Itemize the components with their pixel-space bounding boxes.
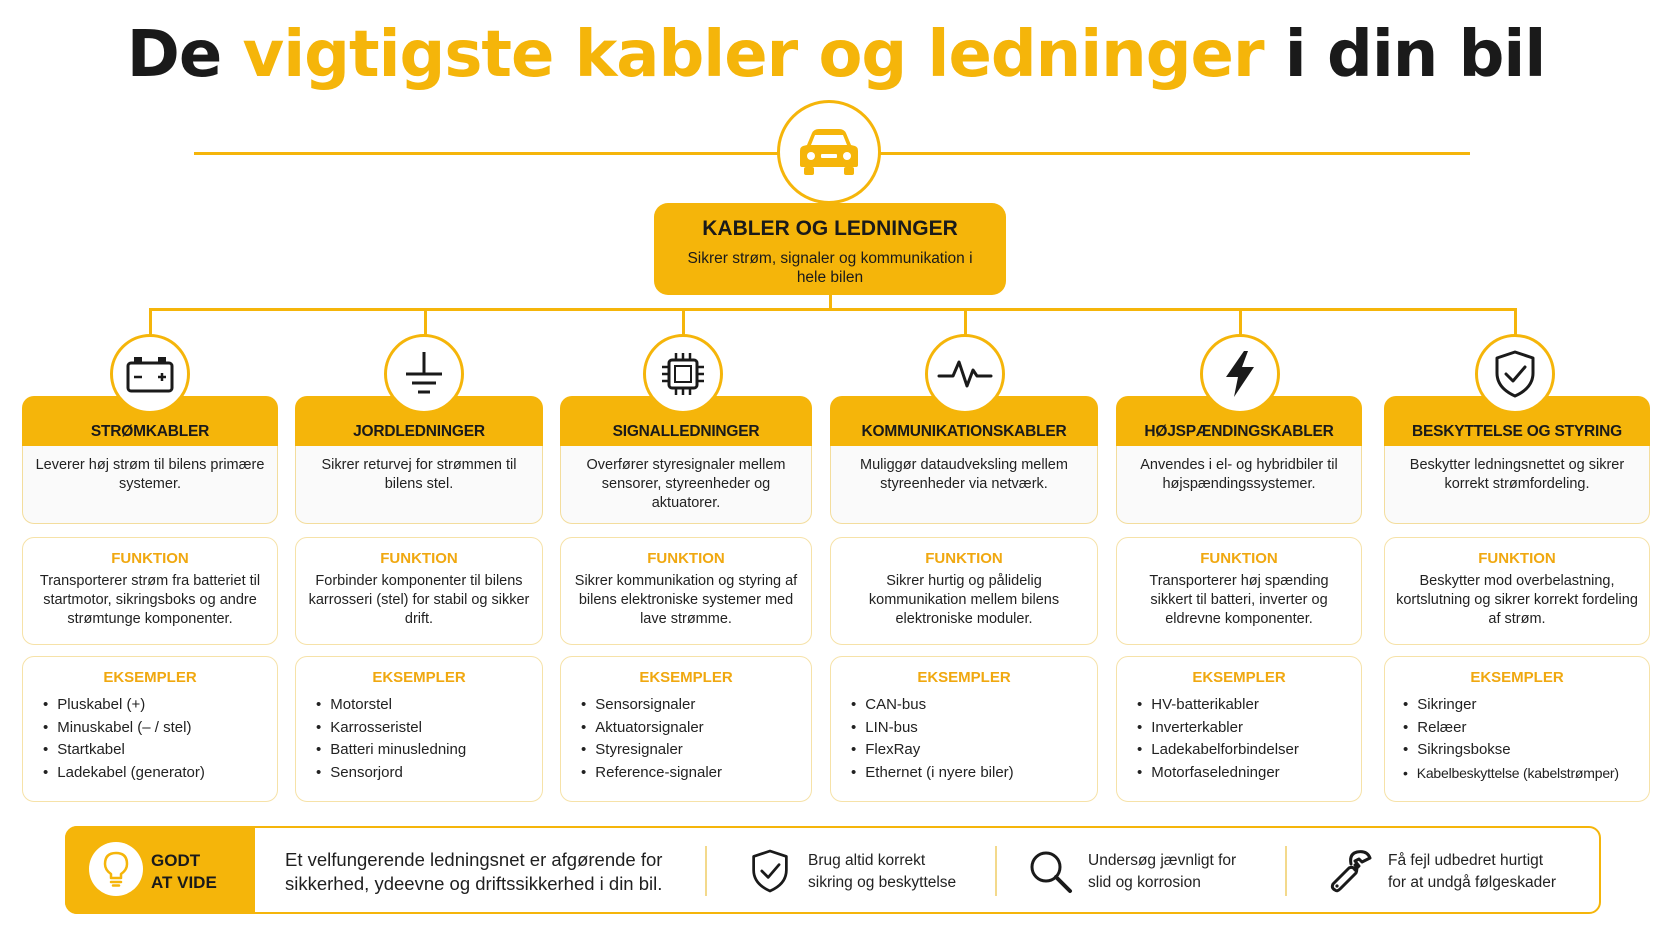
examples-label: EKSEMPLER [639,669,733,686]
category-title: HØJSPÆNDINGSKABLER [1116,396,1362,446]
category-title: KOMMUNIKATIONSKABLER [830,396,1098,446]
category-description: Muliggør dataudveksling mellem styreenheder via netværk. [830,446,1098,524]
list-item: • FlexRay [851,739,1097,762]
list-item: • Motorstel [316,694,542,717]
function-text: Sikrer kommunikation og styring af bilens elektroniske systemer med lave strømme. [574,573,798,627]
list-item: • Pluskabel (+) [43,694,277,717]
list-item: • Startkabel [43,739,277,762]
examples-list [23,686,277,784]
function-label: FUNKTION [1200,550,1278,567]
title-accent: vigtigste kabler og ledninger [242,18,1264,92]
connector-col-6 [1514,308,1517,336]
tip-line-1: Få fejl udbedret hurtigt [1388,852,1544,869]
list-item: • Sensorjord [316,762,542,785]
connector-col-4 [964,308,967,336]
title-divider-left [194,152,779,155]
list-item: • Sensorsignaler [581,694,811,717]
examples-card [1384,656,1650,802]
tip-line-2: for at undgå følgeskader [1388,874,1557,891]
list-item: • Motorfaseledninger [1137,762,1361,785]
divider [1285,846,1287,896]
connector-col-3 [682,308,685,336]
lightning-icon-circle [1200,334,1280,414]
examples-list [1117,686,1361,784]
connector-col-2 [424,308,427,336]
examples-list [1385,686,1649,784]
signal-wave-icon [937,356,993,392]
shield-check-icon [750,848,790,894]
list-item: • Relæer [1403,717,1649,740]
function-card [830,537,1098,645]
good-to-know-line-1: GODT [151,851,201,870]
connector-horizontal [149,308,1517,311]
root-title: KABLER OG LEDNINGER [702,217,958,240]
function-card [1116,537,1362,645]
category-description: Beskytter ledningsnettet og sikrer korrekt strømfordeling. [1384,446,1650,524]
function-card [295,537,543,645]
category-title: STRØMKABLER [22,396,278,446]
function-text: Transporterer strøm fra batteriet til startmotor, sikringsboks og andre strømtunge komponenter. [39,573,261,627]
title-part-2: i din bil [1263,18,1546,92]
divider [995,846,997,896]
list-item: • Sikringer [1403,694,1649,717]
examples-label: EKSEMPLER [1192,669,1286,686]
connector-col-5 [1239,308,1242,336]
function-label: FUNKTION [925,550,1003,567]
list-item: • Ladekabel (generator) [43,762,277,785]
function-card [1384,537,1650,645]
function-text: Forbinder komponenter til bilens karrosseri (stel) for stabil og sikker drift. [308,573,530,627]
category-title: BESKYTTELSE OG STYRING [1384,396,1650,446]
category-description: Sikrer returvej for strømmen til bilens stel. [295,446,543,524]
root-node [654,203,1006,295]
examples-card [1116,656,1362,802]
car-icon-circle [777,100,881,204]
good-to-know-badge [65,826,255,914]
magnifier-icon [1027,848,1073,894]
good-to-know-text-line-2: sikkerhed, ydeevne og driftssikkerhed i din bil. [285,873,663,894]
chip-icon [659,350,707,398]
list-item: • Sikringsbokse [1403,739,1649,762]
function-text: Beskytter mod overbelastning, kortslutning og sikrer korrekt fordeling af strøm. [1396,573,1638,627]
title-divider-right [879,152,1470,155]
tip-shield-icon-wrap [745,846,795,896]
tip-inspection [1088,850,1236,894]
function-card [22,537,278,645]
category-title: SIGNALLEDNINGER [560,396,812,446]
shield-check-icon-circle [1475,334,1555,414]
function-label: FUNKTION [647,550,725,567]
good-to-know-line-2: AT VIDE [151,873,217,892]
good-to-know-text [285,848,662,896]
list-item: • Kabelbeskyttelse (kabelstrømper) [1403,762,1649,785]
examples-label: EKSEMPLER [917,669,1011,686]
list-item: • Ethernet (i nyere biler) [851,762,1097,785]
tip-protection [808,850,956,894]
function-text: Sikrer hurtig og pålidelig kommunikation mellem bilens elektroniske moduler. [868,573,1060,627]
battery-icon [125,354,175,394]
chip-icon-circle [643,334,723,414]
signal-wave-icon-circle [925,334,1005,414]
list-item: • Karrosseristel [316,717,542,740]
tip-line-1: Undersøg jævnligt for [1088,852,1237,869]
list-item: • Aktuatorsignaler [581,717,811,740]
list-item: • CAN-bus [851,694,1097,717]
function-card [560,537,812,645]
list-item: • LIN-bus [851,717,1097,740]
tip-magnifier-icon-wrap [1025,846,1075,896]
ground-icon [402,350,446,398]
category-description: Anvendes i el- og hybridbiler til højspændingssystemer. [1116,446,1362,524]
list-item: • Ladekabelforbindelser [1137,739,1361,762]
lightbulb-icon-circle [89,842,143,896]
examples-label: EKSEMPLER [1470,669,1564,686]
list-item: • HV-batterikabler [1137,694,1361,717]
ground-icon-circle [384,334,464,414]
good-to-know-text-line-1: Et velfungerende ledningsnet er afgørende for [285,849,663,870]
function-label: FUNKTION [111,550,189,567]
tip-line-2: slid og korrosion [1088,874,1201,891]
examples-card [22,656,278,802]
examples-card [295,656,543,802]
root-subtitle: Sikrer strøm, signaler og kommunikation i hele bilen [687,250,973,286]
tip-line-2: sikring og beskyttelse [808,874,957,891]
function-text: Transporterer høj spænding sikkert til batteri, inverter og eldrevne komponenter. [1149,573,1329,627]
function-label: FUNKTION [380,550,458,567]
list-item: • Minuskabel (– / stel) [43,717,277,740]
examples-list [296,686,542,784]
examples-list [831,686,1097,784]
lightning-icon [1222,349,1258,399]
title-part-1: De [126,18,243,92]
wrench-icon [1327,848,1373,894]
divider [705,846,707,896]
shield-check-icon [1493,349,1537,399]
battery-icon-circle [110,334,190,414]
examples-card [830,656,1098,802]
tip-wrench-icon-wrap [1325,846,1375,896]
connector-col-1 [149,308,152,336]
list-item: • Batteri minusledning [316,739,542,762]
category-title: JORDLEDNINGER [295,396,543,446]
category-description: Overfører styresignaler mellem sensorer, styreenheder og aktuatorer. [560,446,812,524]
list-item: • Reference-signaler [581,762,811,785]
examples-label: EKSEMPLER [103,669,197,686]
car-icon [798,127,860,177]
list-item: • Inverterkabler [1137,717,1361,740]
examples-label: EKSEMPLER [372,669,466,686]
tip-repair [1388,850,1556,894]
function-label: FUNKTION [1478,550,1556,567]
good-to-know-banner [65,826,1601,914]
category-description: Leverer høj strøm til bilens primære systemer. [22,446,278,524]
page-title [0,18,1672,92]
examples-list [561,686,811,784]
lightbulb-icon [102,851,130,887]
examples-card [560,656,812,802]
tip-line-1: Brug altid korrekt [808,852,926,869]
good-to-know-label [151,850,217,894]
list-item: • Styresignaler [581,739,811,762]
